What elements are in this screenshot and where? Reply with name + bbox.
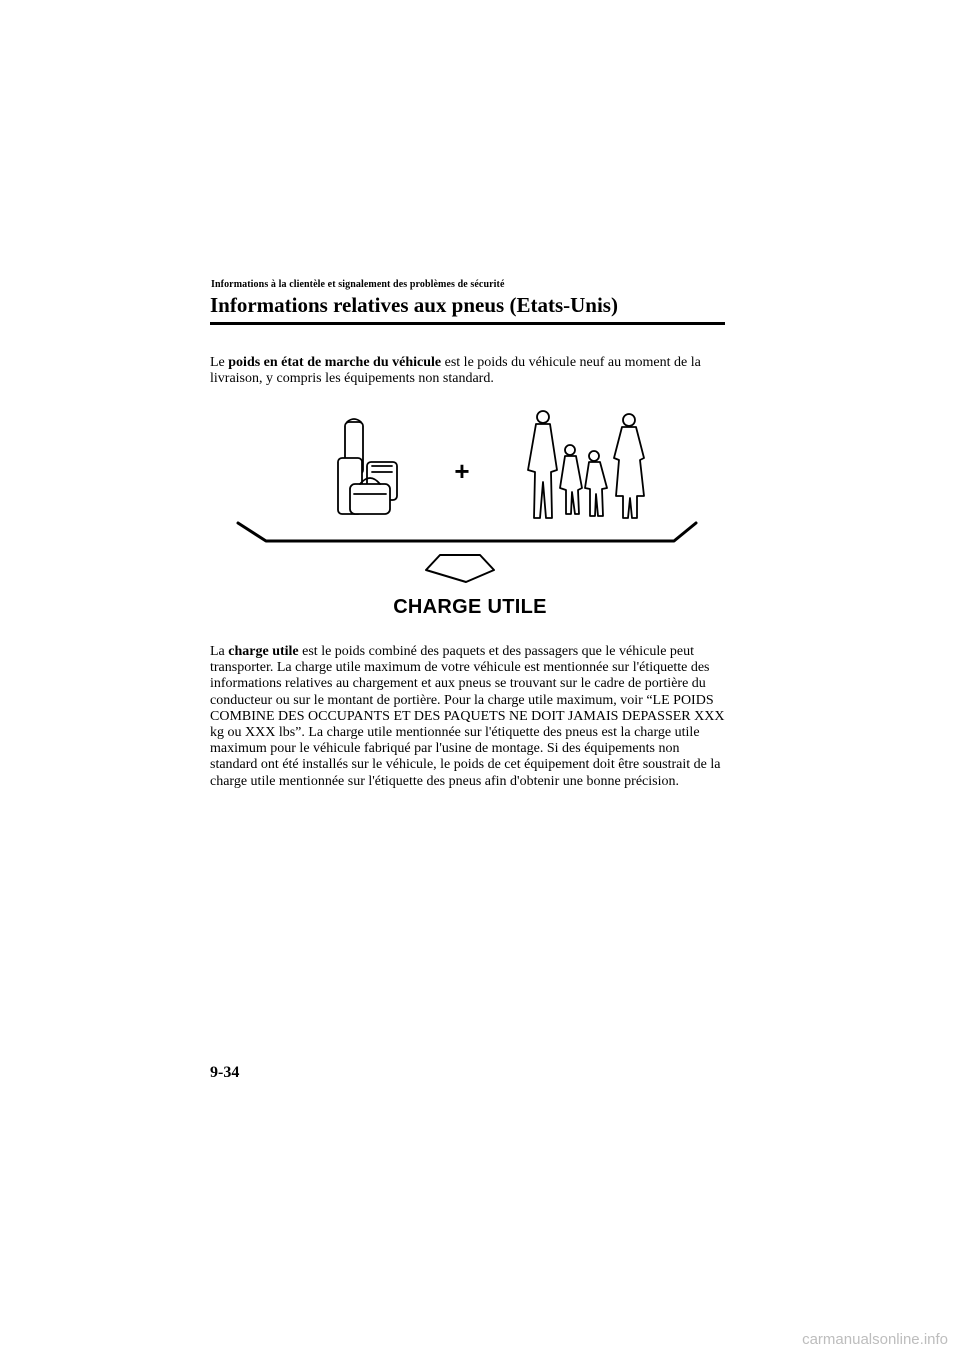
down-arrow-icon [426,555,494,582]
passengers-icon [528,411,644,518]
intro-term: poids en état de marche du véhicule [228,355,442,370]
intro-paragraph [210,355,730,387]
page-title: Informations relatives aux pneus (Etats-Unis) [210,293,618,317]
intro-prefix: Le [210,355,229,370]
intro-text: est le poids du véhicule neuf au moment de la livraison, y compris les équipements non standard. [210,355,701,387]
title-rule [210,322,725,325]
section-label: Informations à la clientèle et signalement des problèmes de sécurité [211,279,505,290]
luggage-icon [338,419,397,514]
bracket-line [238,523,696,541]
payload-paragraph [210,644,730,790]
payload-text: est le poids combiné des paquets et des passagers que le véhicule peut transporter. La charge utile maximum de votre véhicule est mentionnée sur l'étiquette des informations relatives au chargement et aux pneus se trouvant sur le cadre de portière du conducteur ou sur le montant de portière. Pour la charge utile maximum, voir “LE POIDS COMBINE DES OCCUPANTS ET DES PAQUETS NE DOIT JAMAIS DEPASSER XXX kg ou XXX lbs”. La charge utile mentionnée sur l'étiquette des pneus est la charge utile maximum pour le véhicule fabriqué par l'usine de montage. Si des équipements non standard ont été installés sur le véhicule, le poids de cet équipement doit être soustrait de la charge utile mentionnée sur l'étiquette des pneus afin d'obtenir une bonne précision. [210,644,725,789]
watermark: carmanualsonline.info [802,1331,948,1348]
payload-prefix: La [210,644,229,659]
plus-sign: + [454,456,470,486]
page-number: 9-34 [210,1064,240,1081]
figure-caption: CHARGE UTILE [393,596,547,618]
payload-term: charge utile [228,644,299,659]
